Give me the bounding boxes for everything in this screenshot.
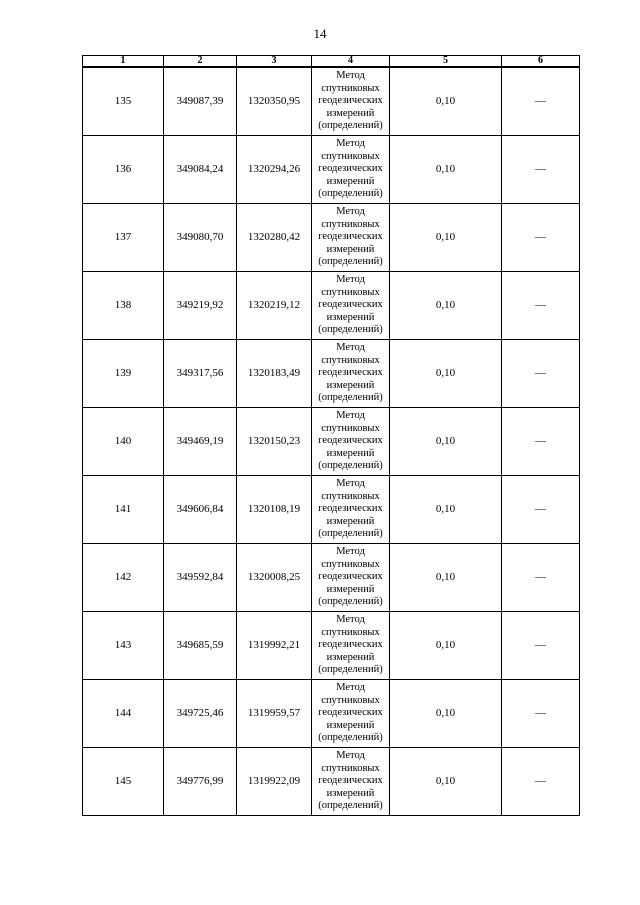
x-coordinate-cell: 349725,46 [164, 680, 237, 748]
y-coordinate-cell: 1320280,42 [237, 204, 312, 272]
method-line: Метод [336, 410, 365, 422]
method-line: (определений) [318, 800, 383, 812]
method-line: геодезических [318, 571, 383, 583]
x-coordinate-cell: 349776,99 [164, 748, 237, 816]
y-coordinate-cell: 1320183,49 [237, 340, 312, 408]
method-cell [312, 612, 390, 680]
accuracy-cell: 0,10 [390, 340, 502, 408]
point-number-cell: 139 [83, 340, 164, 408]
method-line: измерений [326, 787, 375, 799]
accuracy-cell: 0,10 [390, 544, 502, 612]
y-coordinate-cell: 1320150,23 [237, 408, 312, 476]
method-line: спутниковых [321, 490, 380, 502]
method-line: геодезических [318, 775, 383, 787]
point-number-cell: 138 [83, 272, 164, 340]
note-cell: — [502, 67, 580, 136]
method-line: геодезических [318, 299, 383, 311]
method-line: измерений [326, 583, 375, 595]
method-line: геодезических [318, 95, 383, 107]
method-line: (определений) [318, 732, 383, 744]
x-coordinate-cell: 349084,24 [164, 136, 237, 204]
method-line: геодезических [318, 707, 383, 719]
method-line: (определений) [318, 528, 383, 540]
header-col-4: 4 [312, 56, 390, 68]
method-line: Метод [336, 546, 365, 558]
x-coordinate-cell: 349080,70 [164, 204, 237, 272]
y-coordinate-cell: 1320008,25 [237, 544, 312, 612]
method-line: (определений) [318, 324, 383, 336]
header-col-5: 5 [390, 56, 502, 68]
table-row [83, 408, 580, 476]
method-line: Метод [336, 206, 365, 218]
table-header [83, 56, 580, 68]
table-row [83, 612, 580, 680]
method-cell [312, 476, 390, 544]
method-cell [312, 408, 390, 476]
method-line: Метод [336, 682, 365, 694]
method-line: измерений [326, 175, 375, 187]
x-coordinate-cell: 349469,19 [164, 408, 237, 476]
table-row [83, 544, 580, 612]
method-line: измерений [326, 651, 375, 663]
accuracy-cell: 0,10 [390, 680, 502, 748]
method-line: геодезических [318, 639, 383, 651]
point-number-cell: 142 [83, 544, 164, 612]
method-line: измерений [326, 719, 375, 731]
method-line: измерений [326, 243, 375, 255]
method-line: спутниковых [321, 626, 380, 638]
accuracy-cell: 0,10 [390, 204, 502, 272]
accuracy-cell: 0,10 [390, 476, 502, 544]
table-row [83, 340, 580, 408]
y-coordinate-cell: 1320294,26 [237, 136, 312, 204]
point-number-cell: 144 [83, 680, 164, 748]
note-cell: — [502, 544, 580, 612]
note-cell: — [502, 272, 580, 340]
note-cell: — [502, 748, 580, 816]
method-cell [312, 204, 390, 272]
method-line: Метод [336, 750, 365, 762]
method-cell [312, 136, 390, 204]
table-row [83, 680, 580, 748]
header-col-2: 2 [164, 56, 237, 68]
x-coordinate-cell: 349317,56 [164, 340, 237, 408]
y-coordinate-cell: 1319959,57 [237, 680, 312, 748]
method-line: (определений) [318, 188, 383, 200]
method-cell [312, 340, 390, 408]
method-line: спутниковых [321, 150, 380, 162]
method-cell [312, 67, 390, 136]
note-cell: — [502, 136, 580, 204]
method-cell [312, 680, 390, 748]
method-line: спутниковых [321, 558, 380, 570]
method-line: Метод [336, 138, 365, 150]
note-cell: — [502, 340, 580, 408]
table-row [83, 476, 580, 544]
y-coordinate-cell: 1320350,95 [237, 67, 312, 136]
method-line: измерений [326, 107, 375, 119]
method-line: спутниковых [321, 218, 380, 230]
method-cell [312, 748, 390, 816]
method-line: спутниковых [321, 82, 380, 94]
accuracy-cell: 0,10 [390, 408, 502, 476]
method-line: геодезических [318, 163, 383, 175]
header-col-1: 1 [83, 56, 164, 68]
y-coordinate-cell: 1319922,09 [237, 748, 312, 816]
method-line: спутниковых [321, 354, 380, 366]
method-line: геодезических [318, 231, 383, 243]
header-row [83, 56, 580, 68]
method-line: (определений) [318, 256, 383, 268]
x-coordinate-cell: 349219,92 [164, 272, 237, 340]
accuracy-cell: 0,10 [390, 67, 502, 136]
method-line: Метод [336, 614, 365, 626]
header-col-3: 3 [237, 56, 312, 68]
page-number: 14 [313, 26, 327, 41]
coordinates-table [82, 55, 580, 816]
x-coordinate-cell: 349592,84 [164, 544, 237, 612]
method-line: Метод [336, 70, 365, 82]
y-coordinate-cell: 1320108,19 [237, 476, 312, 544]
y-coordinate-cell: 1319992,21 [237, 612, 312, 680]
point-number-cell: 135 [83, 67, 164, 136]
method-line: спутниковых [321, 286, 380, 298]
method-line: Метод [336, 342, 365, 354]
method-cell [312, 272, 390, 340]
point-number-cell: 143 [83, 612, 164, 680]
note-cell: — [502, 680, 580, 748]
method-line: спутниковых [321, 694, 380, 706]
header-col-6: 6 [502, 56, 580, 68]
table-row [83, 204, 580, 272]
x-coordinate-cell: 349087,39 [164, 67, 237, 136]
method-line: (определений) [318, 596, 383, 608]
method-line: спутниковых [321, 422, 380, 434]
method-line: (определений) [318, 120, 383, 132]
method-line: геодезических [318, 435, 383, 447]
accuracy-cell: 0,10 [390, 272, 502, 340]
table-row [83, 67, 580, 136]
method-line: геодезических [318, 367, 383, 379]
y-coordinate-cell: 1320219,12 [237, 272, 312, 340]
note-cell: — [502, 204, 580, 272]
accuracy-cell: 0,10 [390, 748, 502, 816]
method-line: измерений [326, 311, 375, 323]
method-line: спутниковых [321, 762, 380, 774]
point-number-cell: 141 [83, 476, 164, 544]
method-line: Метод [336, 274, 365, 286]
point-number-cell: 136 [83, 136, 164, 204]
method-line: (определений) [318, 460, 383, 472]
table-row [83, 136, 580, 204]
accuracy-cell: 0,10 [390, 136, 502, 204]
method-line: (определений) [318, 664, 383, 676]
table-row [83, 272, 580, 340]
point-number-cell: 140 [83, 408, 164, 476]
table-row [83, 748, 580, 816]
method-line: измерений [326, 515, 375, 527]
method-line: геодезических [318, 503, 383, 515]
point-number-cell: 145 [83, 748, 164, 816]
method-cell [312, 544, 390, 612]
note-cell: — [502, 612, 580, 680]
table-body [83, 67, 580, 816]
note-cell: — [502, 408, 580, 476]
x-coordinate-cell: 349606,84 [164, 476, 237, 544]
x-coordinate-cell: 349685,59 [164, 612, 237, 680]
method-line: измерений [326, 379, 375, 391]
point-number-cell: 137 [83, 204, 164, 272]
note-cell: — [502, 476, 580, 544]
method-line: измерений [326, 447, 375, 459]
method-line: (определений) [318, 392, 383, 404]
method-line: Метод [336, 478, 365, 490]
accuracy-cell: 0,10 [390, 612, 502, 680]
